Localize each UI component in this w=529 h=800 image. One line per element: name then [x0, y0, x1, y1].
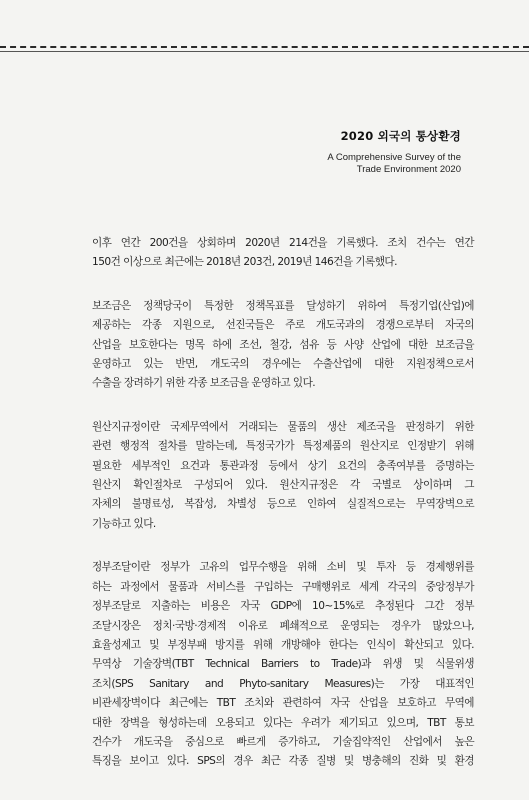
text-line: 필요한 세부적인 요건과 통관과정 등에서 상기 요건의 충족여부를 증명하는	[92, 459, 474, 472]
book-subtitle-line-2: Trade Environment 2020	[356, 164, 461, 175]
text-line: 관련 행정적 절차를 말하는데, 특정국가가 특정제품의 원산지로 인정받기 위해	[92, 440, 474, 453]
text-line: 하는 과정에서 물품과 서비스를 구입하는 구매행위로 세계 각국의 중앙정부가	[92, 580, 474, 593]
text-line: 특징을 보이고 있다. SPS의 경우 최근 각종 질병 및 병충해의 진화 및 환경	[92, 755, 474, 768]
book-subtitle	[327, 152, 461, 176]
text-line: 원산지 확인절차로 구성되어 있다. 원산지규정은 각 국별로 상이하며 그	[92, 479, 474, 492]
paragraph	[92, 418, 474, 534]
text-line: 자체의 불명료성, 복잡성, 차별성 등으로 인하여 실질적으로는 무역장벽으로	[92, 498, 474, 511]
text-line: 조달시장은 정치·국방·경제적 이유로 폐쇄적으로 운영되는 경우가 많았으나,	[92, 619, 474, 632]
text-line: 기능하고 있다.	[92, 517, 156, 530]
body-text	[92, 234, 474, 796]
book-title: 2020 외국의 통상환경	[340, 129, 461, 143]
running-header	[327, 128, 461, 176]
text-line: 원산지규정이란 국제무역에서 거래되는 물품의 생산 제조국을 판정하기 위한	[92, 420, 474, 433]
text-line: 산업을 보호한다는 명목 하에 조선, 철강, 섬유 등 사양 산업에 대한 보조금을	[92, 338, 474, 351]
text-line: 이후 연간 200건을 상회하며 2020년 214건을 기록했다. 조치 건수는 연간	[92, 237, 474, 249]
text-line: 비관세장벽이다 최근에는 TBT 조치와 관련하여 자국 산업을 보호하고 무역에	[92, 697, 474, 710]
text-line: 정부조달이란 정부가 고유의 업무수행을 위해 소비 및 투자 등 경제행위를	[92, 561, 474, 574]
book-subtitle-line-1: A Comprehensive Survey of the	[327, 152, 461, 163]
paragraph	[92, 558, 474, 771]
top-border-line	[0, 51, 529, 52]
text-line: 효율성제고 및 부정부패 방지를 위해 개방해야 한다는 인식이 확산되고 있다.	[92, 638, 474, 651]
top-border-dashed	[0, 46, 529, 48]
text-line: 150건 이상으로 최근에는 2018년 203건, 2019년 146건을 기록했다.	[92, 256, 397, 269]
text-line: 제공하는 각종 지원으로, 선진국들은 주로 개도국과의 경쟁으로부터 자국의	[92, 319, 474, 332]
text-line: 정부조달로 지출하는 비용은 자국 GDP에 10~15%로 추정된다 그간 정부	[92, 600, 474, 613]
paragraph	[92, 234, 474, 273]
text-line: 보조금은 정책당국이 특정한 정책목표를 달성하기 위하여 특정기업(산업)에	[92, 299, 474, 312]
text-line: 운영하고 있는 반면, 개도국의 경우에는 수출산업에 대한 지원정책으로서	[92, 358, 474, 371]
text-line: 수출을 장려하기 위한 각종 보조금을 운영하고 있다.	[92, 377, 316, 390]
text-line: 무역상 기술장벽(TBT Technical Barriers to Trade)과 위생 및 식물위생	[92, 658, 474, 671]
text-line: 조치(SPS Sanitary and Phyto-sanitary Measures)는 가장 대표적인	[92, 677, 474, 690]
paragraph	[92, 297, 474, 394]
text-line: 건수가 개도국을 중심으로 빠르게 증가하고, 기술집약적인 산업에서 높은	[92, 735, 474, 748]
text-line: 대한 장벽을 형성하는데 오용되고 있다는 우려가 제기되고 있으며, TBT 통보	[92, 716, 474, 729]
